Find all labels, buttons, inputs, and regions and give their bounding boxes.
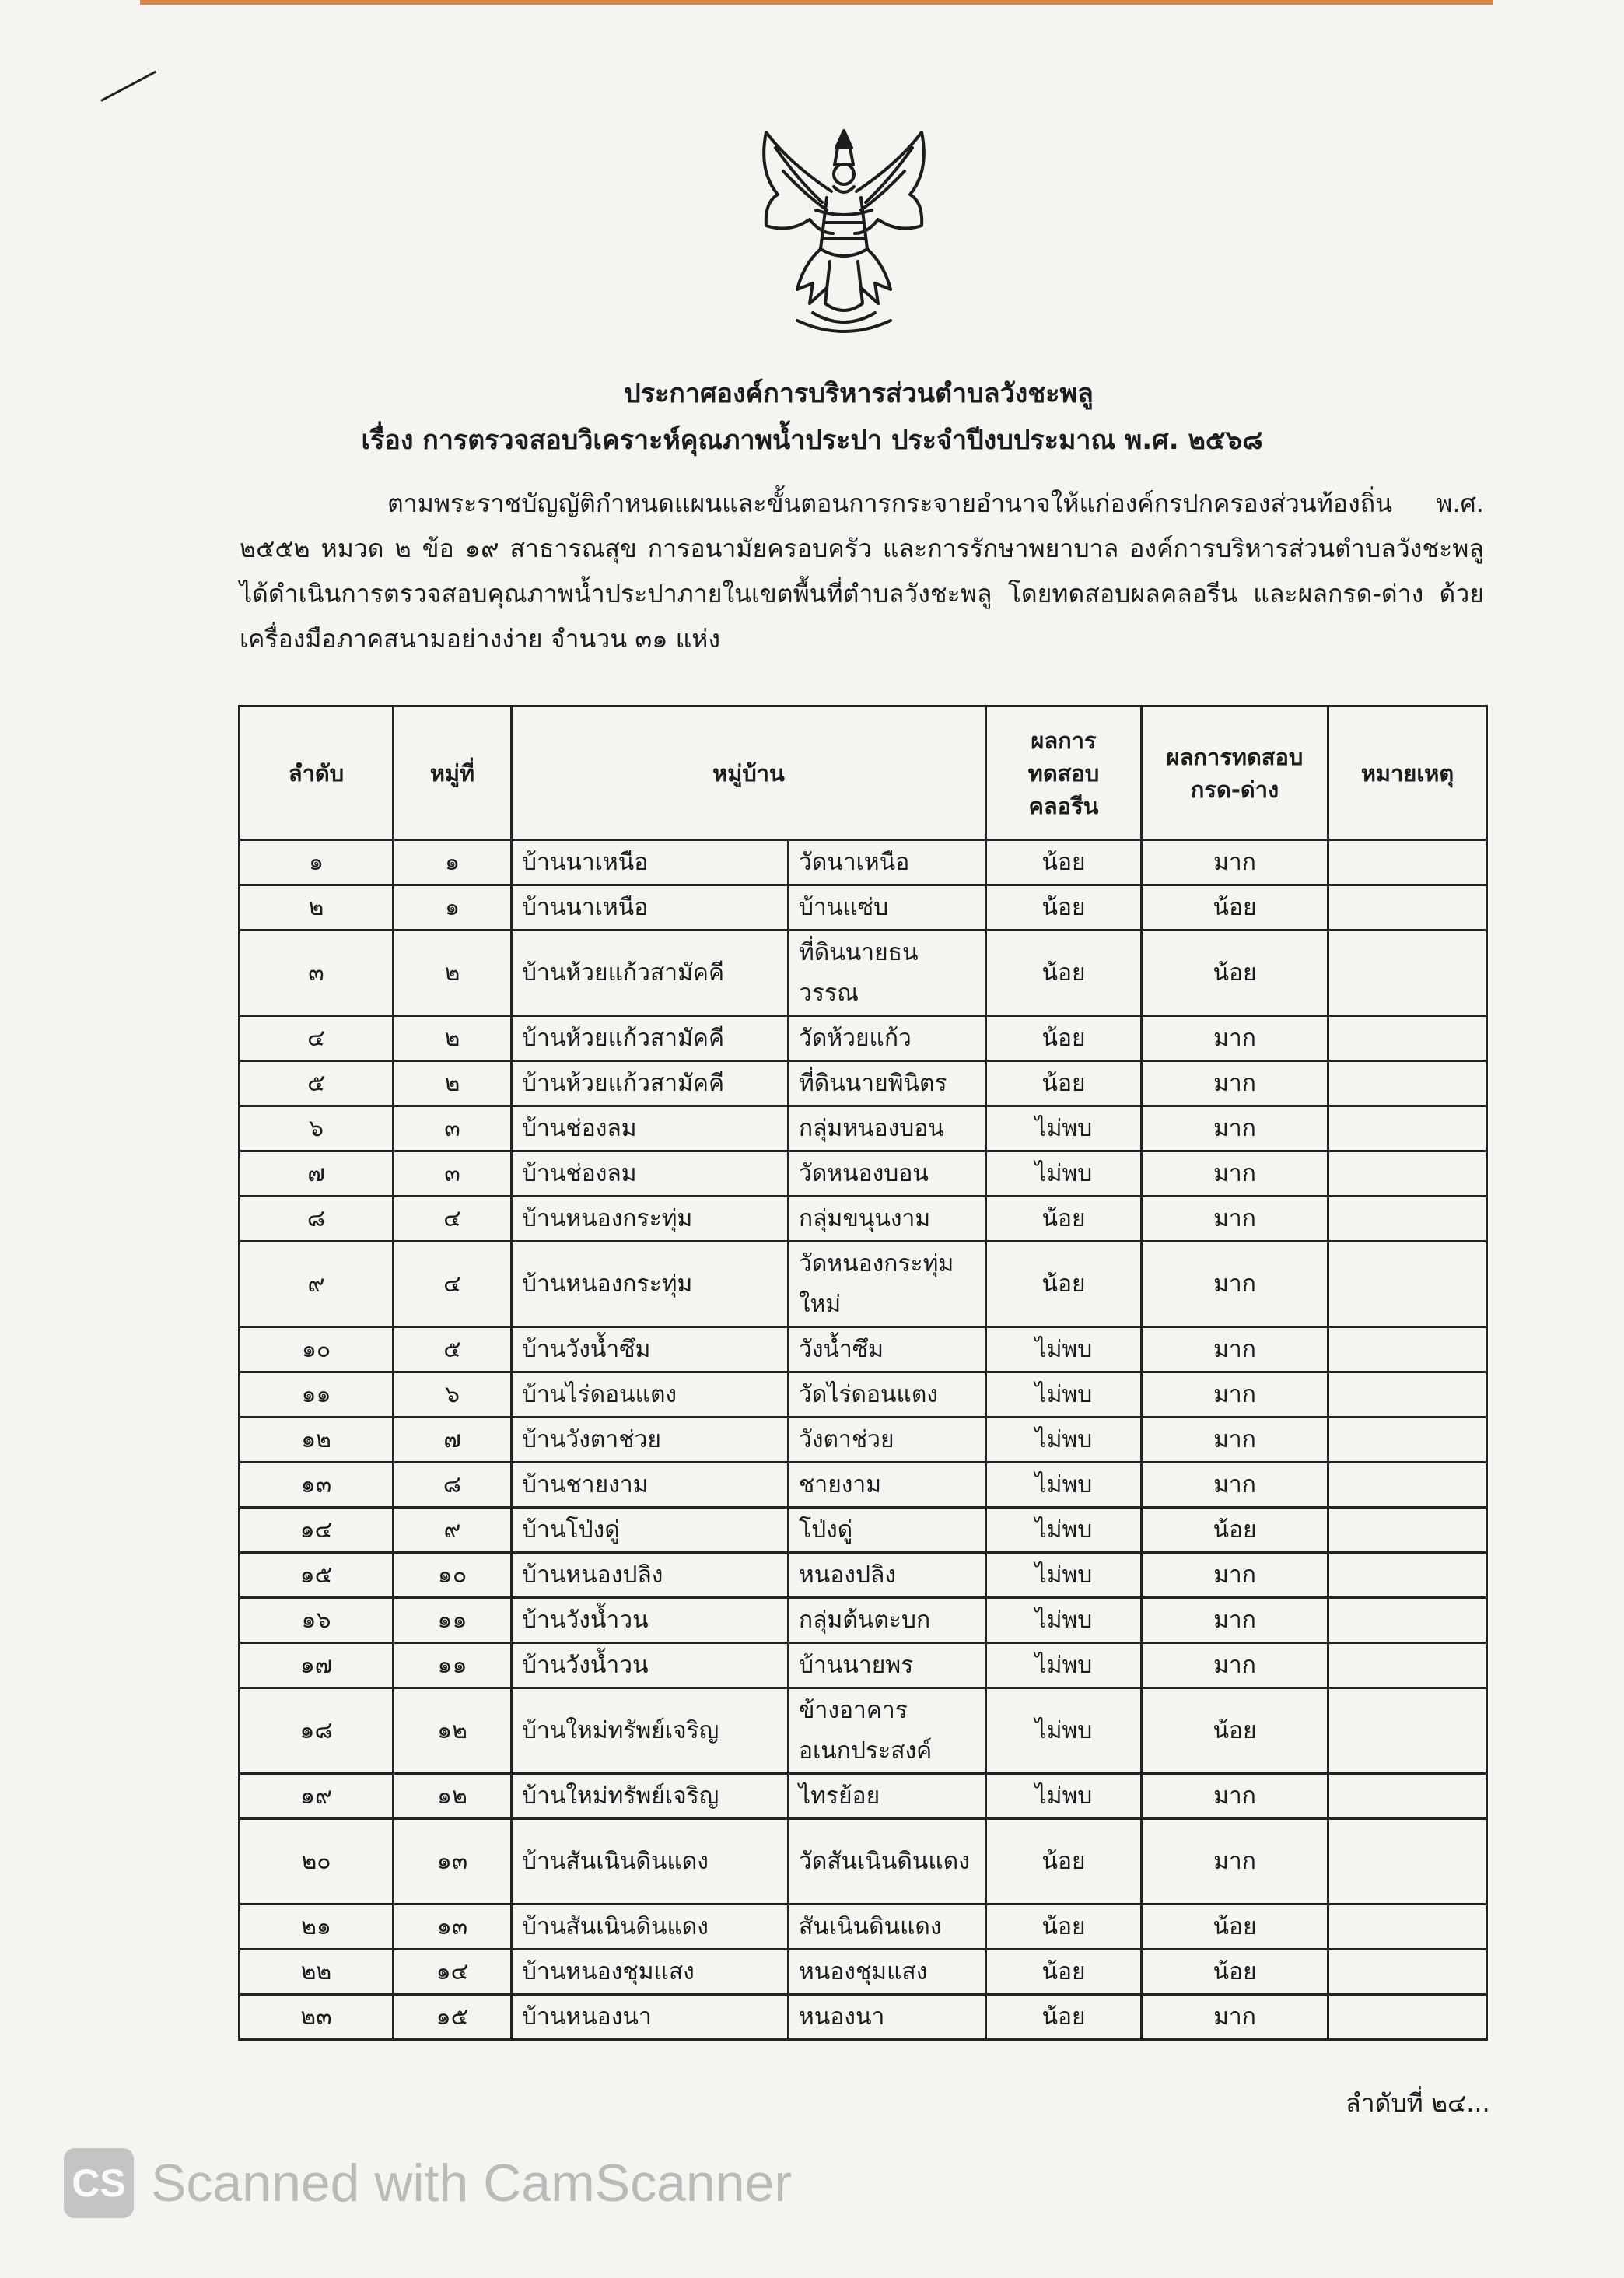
row-note xyxy=(1328,1688,1487,1774)
table-header-row xyxy=(240,706,1487,840)
row-village: บ้านช่องลม xyxy=(512,1106,789,1151)
row-ph: มาก xyxy=(1142,1819,1328,1905)
row-moo: ๒ xyxy=(394,930,512,1016)
row-order: ๒ xyxy=(240,885,394,930)
row-order: ๒๑ xyxy=(240,1905,394,1950)
row-chlorine: ไม่พบ xyxy=(986,1372,1142,1418)
table-row xyxy=(240,1061,1487,1106)
top-edge-strip xyxy=(140,0,1493,5)
row-location: กลุ่มขนุนงาม xyxy=(789,1197,986,1242)
row-chlorine: น้อย xyxy=(986,1197,1142,1242)
row-village: บ้านวังตาช่วย xyxy=(512,1418,789,1463)
table-row xyxy=(240,1242,1487,1327)
row-village: บ้านหนองนา xyxy=(512,1995,789,2040)
row-ph: มาก xyxy=(1142,1372,1328,1418)
row-moo: ๑๒ xyxy=(394,1688,512,1774)
row-location: วัดห้วยแก้ว xyxy=(789,1016,986,1061)
row-village: บ้านหนองปลิง xyxy=(512,1553,789,1598)
row-location: วัดนาเหนือ xyxy=(789,840,986,885)
row-note xyxy=(1328,1995,1487,2040)
row-order: ๕ xyxy=(240,1061,394,1106)
row-moo: ๓ xyxy=(394,1106,512,1151)
row-village: บ้านหนองชุมแสง xyxy=(512,1950,789,1995)
row-note xyxy=(1328,1819,1487,1905)
row-moo: ๙ xyxy=(394,1508,512,1553)
row-note xyxy=(1328,1418,1487,1463)
row-chlorine: ไม่พบ xyxy=(986,1774,1142,1819)
row-moo: ๔ xyxy=(394,1242,512,1327)
row-moo: ๑๔ xyxy=(394,1950,512,1995)
row-order: ๑๗ xyxy=(240,1643,394,1688)
row-ph: น้อย xyxy=(1142,1950,1328,1995)
row-moo: ๑๓ xyxy=(394,1905,512,1950)
row-note xyxy=(1328,1553,1487,1598)
row-order: ๒๐ xyxy=(240,1819,394,1905)
row-note xyxy=(1328,1598,1487,1643)
row-chlorine: ไม่พบ xyxy=(986,1106,1142,1151)
table-row xyxy=(240,1106,1487,1151)
row-moo: ๒ xyxy=(394,1016,512,1061)
row-order: ๘ xyxy=(240,1197,394,1242)
row-note xyxy=(1328,1950,1487,1995)
row-moo: ๑๕ xyxy=(394,1995,512,2040)
row-chlorine: ไม่พบ xyxy=(986,1643,1142,1688)
announcement-title: ประกาศองค์การบริหารส่วนตำบลวังชะพลู xyxy=(624,378,1094,409)
row-moo: ๑๑ xyxy=(394,1643,512,1688)
row-ph: มาก xyxy=(1142,1197,1328,1242)
row-order: ๒๒ xyxy=(240,1950,394,1995)
row-ph: มาก xyxy=(1142,1327,1328,1372)
row-order: ๑๐ xyxy=(240,1327,394,1372)
table-row xyxy=(240,1598,1487,1643)
row-order: ๙ xyxy=(240,1242,394,1327)
row-order: ๑๘ xyxy=(240,1688,394,1774)
row-chlorine: น้อย xyxy=(986,1016,1142,1061)
row-moo: ๑๑ xyxy=(394,1598,512,1643)
row-chlorine: น้อย xyxy=(986,1905,1142,1950)
row-location: กลุ่มต้นตะบก xyxy=(789,1598,986,1643)
row-moo: ๔ xyxy=(394,1197,512,1242)
row-chlorine: น้อย xyxy=(986,840,1142,885)
row-moo: ๑๐ xyxy=(394,1553,512,1598)
row-location: ที่ดินนายธนวรรณ xyxy=(789,930,986,1016)
row-chlorine: ไม่พบ xyxy=(986,1151,1142,1197)
row-ph: น้อย xyxy=(1142,1688,1328,1774)
row-ph: มาก xyxy=(1142,1242,1328,1327)
next-page-indicator: ลำดับที่ ๒๔... xyxy=(1346,2088,1490,2118)
row-order: ๓ xyxy=(240,930,394,1016)
row-chlorine: น้อย xyxy=(986,1242,1142,1327)
row-ph: มาก xyxy=(1142,1774,1328,1819)
row-location: หนองปลิง xyxy=(789,1553,986,1598)
row-chlorine: น้อย xyxy=(986,1950,1142,1995)
table-row xyxy=(240,1327,1487,1372)
row-moo: ๒ xyxy=(394,1061,512,1106)
row-order: ๑๓ xyxy=(240,1463,394,1508)
row-location: สันเนินดินแดง xyxy=(789,1905,986,1950)
row-village: บ้านใหม่ทรัพย์เจริญ xyxy=(512,1688,789,1774)
row-ph: มาก xyxy=(1142,1995,1328,2040)
header-moo: หมู่ที่ xyxy=(394,706,512,840)
row-location: วัดหนองบอน xyxy=(789,1151,986,1197)
row-note xyxy=(1328,1774,1487,1819)
row-note xyxy=(1328,1327,1487,1372)
header-note: หมายเหตุ xyxy=(1328,706,1487,840)
row-ph: มาก xyxy=(1142,1151,1328,1197)
row-village: บ้านห้วยแก้วสามัคคี xyxy=(512,1061,789,1106)
row-village: บ้านสันเนินดินแดง xyxy=(512,1905,789,1950)
row-location: บ้านนายพร xyxy=(789,1643,986,1688)
table-row xyxy=(240,1151,1487,1197)
row-chlorine: น้อย xyxy=(986,1819,1142,1905)
row-order: ๗ xyxy=(240,1151,394,1197)
row-ph: น้อย xyxy=(1142,885,1328,930)
row-location: หนองนา xyxy=(789,1995,986,2040)
row-note xyxy=(1328,1151,1487,1197)
row-moo: ๑๓ xyxy=(394,1819,512,1905)
camscanner-watermark xyxy=(64,2147,792,2219)
row-moo: ๘ xyxy=(394,1463,512,1508)
row-ph: มาก xyxy=(1142,1643,1328,1688)
row-chlorine: น้อย xyxy=(986,930,1142,1016)
table-row xyxy=(240,840,1487,885)
row-ph: มาก xyxy=(1142,1418,1328,1463)
table-row xyxy=(240,1372,1487,1418)
row-note xyxy=(1328,1372,1487,1418)
row-village: บ้านวังน้ำซึม xyxy=(512,1327,789,1372)
header-order: ลำดับ xyxy=(240,706,394,840)
row-location: บ้านแซ่บ xyxy=(789,885,986,930)
row-order: ๖ xyxy=(240,1106,394,1151)
row-ph: มาก xyxy=(1142,1598,1328,1643)
row-order: ๔ xyxy=(240,1016,394,1061)
intro-paragraph xyxy=(240,481,1484,661)
row-village: บ้านห้วยแก้วสามัคคี xyxy=(512,930,789,1016)
row-location: วัดสันเนินดินแดง xyxy=(789,1819,986,1905)
header-ph: ผลการทดสอบกรด-ด่าง xyxy=(1142,706,1328,840)
row-order: ๑๕ xyxy=(240,1553,394,1598)
row-moo: ๓ xyxy=(394,1151,512,1197)
row-village: บ้านนาเหนือ xyxy=(512,840,789,885)
row-note xyxy=(1328,930,1487,1016)
table-body xyxy=(240,840,1487,2040)
row-chlorine: ไม่พบ xyxy=(986,1553,1142,1598)
row-ph: น้อย xyxy=(1142,930,1328,1016)
row-ph: น้อย xyxy=(1142,1508,1328,1553)
row-moo: ๕ xyxy=(394,1327,512,1372)
row-location: ชายงาม xyxy=(789,1463,986,1508)
table-row xyxy=(240,1950,1487,1995)
table-row xyxy=(240,1995,1487,2040)
row-village: บ้านช่องลม xyxy=(512,1151,789,1197)
row-ph: มาก xyxy=(1142,1463,1328,1508)
row-location: กลุ่มหนองบอน xyxy=(789,1106,986,1151)
row-chlorine: ไม่พบ xyxy=(986,1508,1142,1553)
row-village: บ้านนาเหนือ xyxy=(512,885,789,930)
row-village: บ้านวังน้ำวน xyxy=(512,1598,789,1643)
row-chlorine: ไม่พบ xyxy=(986,1463,1142,1508)
row-village: บ้านไร่ดอนแตง xyxy=(512,1372,789,1418)
row-village: บ้านหนองกระทุ่ม xyxy=(512,1242,789,1327)
row-location: ที่ดินนายพินิตร xyxy=(789,1061,986,1106)
table-row xyxy=(240,1774,1487,1819)
row-moo: ๑๒ xyxy=(394,1774,512,1819)
row-note xyxy=(1328,1643,1487,1688)
header-village: หมู่บ้าน xyxy=(512,706,986,840)
row-note xyxy=(1328,1508,1487,1553)
row-village: บ้านโป่งดู่ xyxy=(512,1508,789,1553)
watermark-text: Scanned with CamScanner xyxy=(151,2154,793,2213)
table-row xyxy=(240,1553,1487,1598)
row-note xyxy=(1328,885,1487,930)
row-ph: มาก xyxy=(1142,1061,1328,1106)
table-row xyxy=(240,1819,1487,1905)
camscanner-logo-icon: CS xyxy=(64,2148,134,2218)
row-moo: ๖ xyxy=(394,1372,512,1418)
table-row xyxy=(240,1643,1487,1688)
header-chlorine: ผลการทดสอบคลอรีน xyxy=(986,706,1142,840)
table-row xyxy=(240,1463,1487,1508)
row-location: วังน้ำซึม xyxy=(789,1327,986,1372)
row-ph: มาก xyxy=(1142,1016,1328,1061)
announcement-subject: เรื่อง การตรวจสอบวิเคราะห์คุณภาพน้ำประปา ประจำปีงบประมาณ พ.ศ. ๒๕๖๘ xyxy=(361,425,1263,456)
row-note xyxy=(1328,1905,1487,1950)
row-chlorine: ไม่พบ xyxy=(986,1598,1142,1643)
row-village: บ้านหนองกระทุ่ม xyxy=(512,1197,789,1242)
row-village: บ้านใหม่ทรัพย์เจริญ xyxy=(512,1774,789,1819)
intro-text: ตามพระราชบัญญัติกำหนดแผนและขั้นตอนการกระจายอำนาจให้แก่องค์กรปกครองส่วนท้องถิ่น พ.ศ. ๒๕๕๒ หมวด ๒ ข้อ ๑๙ สาธารณสุข การอนามัยครอบครัว และการรักษาพยาบาล องค์การบริหารส่วนตำบลวังชะพลู ได้ดำเนินการตรวจสอบคุณภาพน้ำประปาภายในเขตพื้นที่ตำบลวังชะพลู โดยทดสอบผลคลอรีน และผลกรด-ด่าง ด้วยเครื่องมือภาคสนามอย่างง่าย จำนวน ๓๑ แห่ง xyxy=(240,489,1484,654)
row-order: ๑ xyxy=(240,840,394,885)
row-location: วัดหนองกระทุ่มใหม่ xyxy=(789,1242,986,1327)
row-order: ๒๓ xyxy=(240,1995,394,2040)
row-location: ข้างอาคารอเนกประสงค์ xyxy=(789,1688,986,1774)
row-location: โป่งดู่ xyxy=(789,1508,986,1553)
row-village: บ้านชายงาม xyxy=(512,1463,789,1508)
row-ph: น้อย xyxy=(1142,1905,1328,1950)
row-note xyxy=(1328,1061,1487,1106)
row-location: หนองชุมแสง xyxy=(789,1950,986,1995)
row-note xyxy=(1328,1016,1487,1061)
row-note xyxy=(1328,1463,1487,1508)
row-moo: ๗ xyxy=(394,1418,512,1463)
water-quality-table xyxy=(238,705,1488,2041)
table-row xyxy=(240,1418,1487,1463)
row-order: ๑๙ xyxy=(240,1774,394,1819)
table-row xyxy=(240,1905,1487,1950)
row-note xyxy=(1328,1242,1487,1327)
row-ph: มาก xyxy=(1142,1106,1328,1151)
row-note xyxy=(1328,1106,1487,1151)
row-chlorine: ไม่พบ xyxy=(986,1688,1142,1774)
row-order: ๑๑ xyxy=(240,1372,394,1418)
row-village: บ้านห้วยแก้วสามัคคี xyxy=(512,1016,789,1061)
pen-mark xyxy=(100,71,156,102)
row-location: วังตาช่วย xyxy=(789,1418,986,1463)
row-chlorine: น้อย xyxy=(986,885,1142,930)
row-chlorine: น้อย xyxy=(986,1995,1142,2040)
row-moo: ๑ xyxy=(394,885,512,930)
row-moo: ๑ xyxy=(394,840,512,885)
row-order: ๑๖ xyxy=(240,1598,394,1643)
row-note xyxy=(1328,1197,1487,1242)
table-row xyxy=(240,1688,1487,1774)
row-ph: มาก xyxy=(1142,1553,1328,1598)
row-chlorine: น้อย xyxy=(986,1061,1142,1106)
row-location: ไทรย้อย xyxy=(789,1774,986,1819)
row-order: ๑๔ xyxy=(240,1508,394,1553)
table-row xyxy=(240,1508,1487,1553)
table-row xyxy=(240,1016,1487,1061)
row-chlorine: ไม่พบ xyxy=(986,1327,1142,1372)
table-row xyxy=(240,885,1487,930)
row-village: บ้านวังน้ำวน xyxy=(512,1643,789,1688)
row-note xyxy=(1328,840,1487,885)
garuda-emblem-icon xyxy=(735,117,953,338)
table-row xyxy=(240,1197,1487,1242)
row-ph: มาก xyxy=(1142,840,1328,885)
row-order: ๑๒ xyxy=(240,1418,394,1463)
row-location: วัดไร่ดอนแตง xyxy=(789,1372,986,1418)
row-village: บ้านสันเนินดินแดง xyxy=(512,1819,789,1905)
table-row xyxy=(240,930,1487,1016)
row-chlorine: ไม่พบ xyxy=(986,1418,1142,1463)
